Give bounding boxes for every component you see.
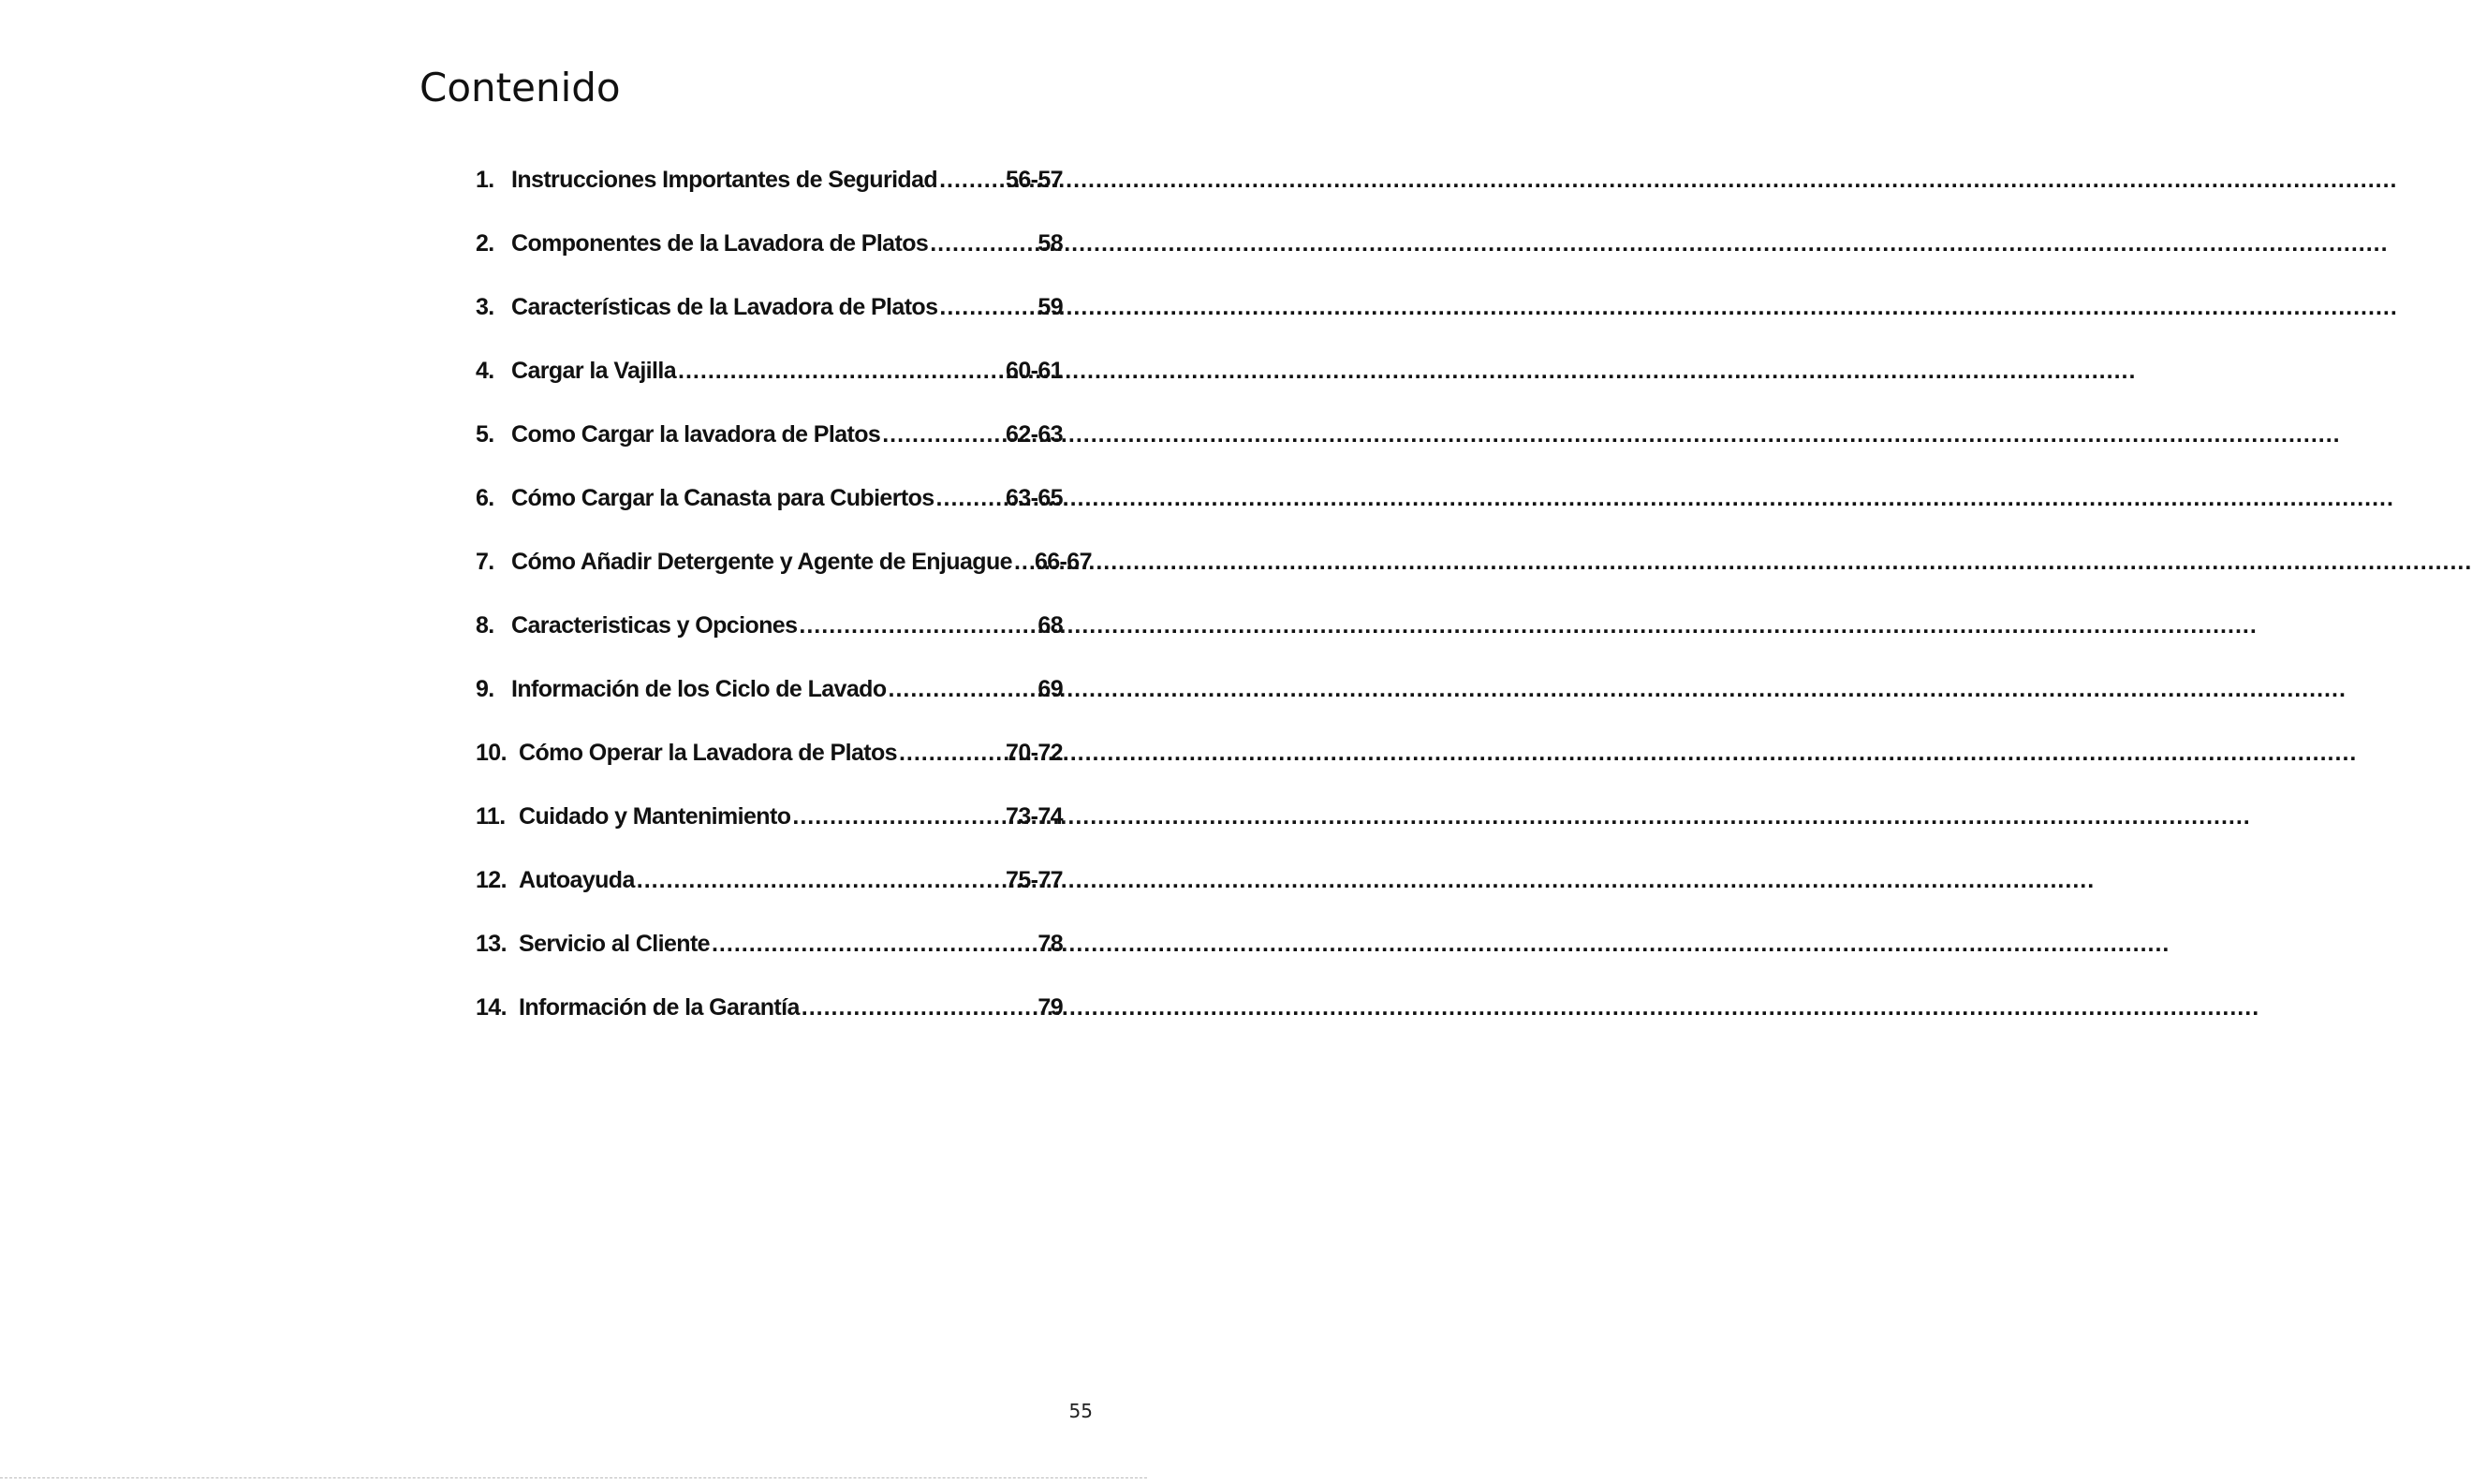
- dot-leader: [799, 607, 1036, 644]
- entry-page: 78: [1037, 931, 1063, 957]
- entry-title: Información de la Garantía: [519, 994, 800, 1021]
- toc-entry[interactable]: [476, 798, 1063, 861]
- entry-page: 60-61: [1006, 358, 1063, 384]
- entry-title: Componentes de la Lavadora de Platos: [511, 230, 929, 257]
- entry-number: 14.: [476, 994, 507, 1021]
- entry-number: 10.: [476, 740, 507, 766]
- entry-page: 79: [1037, 994, 1063, 1021]
- dot-leader: [939, 161, 1004, 198]
- dot-leader: [930, 225, 1036, 262]
- entry-title: Servicio al Cliente: [519, 931, 710, 957]
- entry-number: 5.: [476, 421, 494, 448]
- entry-title: Cargar la Vajilla: [511, 358, 677, 384]
- entry-number: 11.: [476, 803, 506, 830]
- entry-title: Caracteristicas y Opciones: [511, 612, 798, 639]
- toc-entry[interactable]: [476, 861, 1063, 925]
- page-number: 55: [1068, 1400, 1093, 1422]
- dot-leader: [712, 925, 1036, 962]
- dot-leader: [882, 416, 1004, 453]
- entry-page: 68: [1037, 612, 1063, 639]
- entry-number: 13.: [476, 931, 507, 957]
- entry-number: 2.: [476, 230, 494, 257]
- dot-leader: [899, 734, 1004, 771]
- entry-number: 3.: [476, 294, 494, 320]
- dot-leader: [936, 479, 1005, 517]
- entry-number: 7.: [476, 549, 494, 575]
- entry-page: 62-63: [1006, 421, 1063, 448]
- entry-page: 63-65: [1006, 485, 1063, 511]
- toc-entry[interactable]: [476, 479, 1063, 543]
- entry-number: 12.: [476, 867, 507, 893]
- toc-entry[interactable]: [476, 925, 1063, 989]
- entry-title: Como Cargar la lavadora de Platos: [511, 421, 881, 448]
- entry-page: 73-74: [1006, 803, 1063, 830]
- dot-leader: [637, 861, 1004, 899]
- page-title: Contenido: [419, 65, 621, 110]
- entry-number: 6.: [476, 485, 494, 511]
- entry-title: Cómo Operar la Lavadora de Platos: [519, 740, 897, 766]
- dot-leader: [939, 288, 1036, 326]
- entry-page: 56-57: [1006, 167, 1063, 193]
- toc-entry[interactable]: [476, 989, 1063, 1052]
- entry-title: Instrucciones Importantes de Seguridad: [511, 167, 938, 193]
- toc-entry[interactable]: [476, 288, 1063, 352]
- entry-number: 8.: [476, 612, 494, 639]
- entry-page: 58: [1037, 230, 1063, 257]
- entry-title: Autoayuda: [519, 867, 635, 893]
- dot-leader: [1014, 543, 1033, 580]
- bottom-scan-edge: [0, 1477, 1147, 1478]
- entry-page: 59: [1037, 294, 1063, 320]
- toc-entry[interactable]: [476, 161, 1063, 225]
- entry-title: Cuidado y Mantenimiento: [519, 803, 791, 830]
- entry-title: Información de los Ciclo de Lavado: [511, 676, 887, 702]
- entry-page: 70-72: [1006, 740, 1063, 766]
- toc-entry[interactable]: [476, 225, 1063, 288]
- entry-page: 69: [1037, 676, 1063, 702]
- dot-leader: [678, 352, 1004, 389]
- dot-leader: [889, 670, 1037, 708]
- entry-title: Cómo Añadir Detergente y Agente de Enjuague: [511, 549, 1012, 575]
- entry-number: 9.: [476, 676, 494, 702]
- entry-page: 75-77: [1006, 867, 1063, 893]
- dot-leader: [792, 798, 1004, 835]
- entry-page: 66-67: [1034, 549, 1092, 575]
- toc-entry[interactable]: [476, 416, 1063, 479]
- toc-entry[interactable]: [476, 734, 1063, 798]
- toc-entry[interactable]: [476, 352, 1063, 416]
- entry-number: 1.: [476, 167, 494, 193]
- toc-entry[interactable]: [476, 607, 1063, 670]
- entry-number: 4.: [476, 358, 494, 384]
- toc-entry[interactable]: [476, 543, 1092, 607]
- dot-leader: [802, 989, 1037, 1026]
- entry-title: Cómo Cargar la Canasta para Cubiertos: [511, 485, 934, 511]
- table-of-contents: [476, 161, 1092, 1052]
- toc-entry[interactable]: [476, 670, 1063, 734]
- entry-title: Características de la Lavadora de Platos: [511, 294, 938, 320]
